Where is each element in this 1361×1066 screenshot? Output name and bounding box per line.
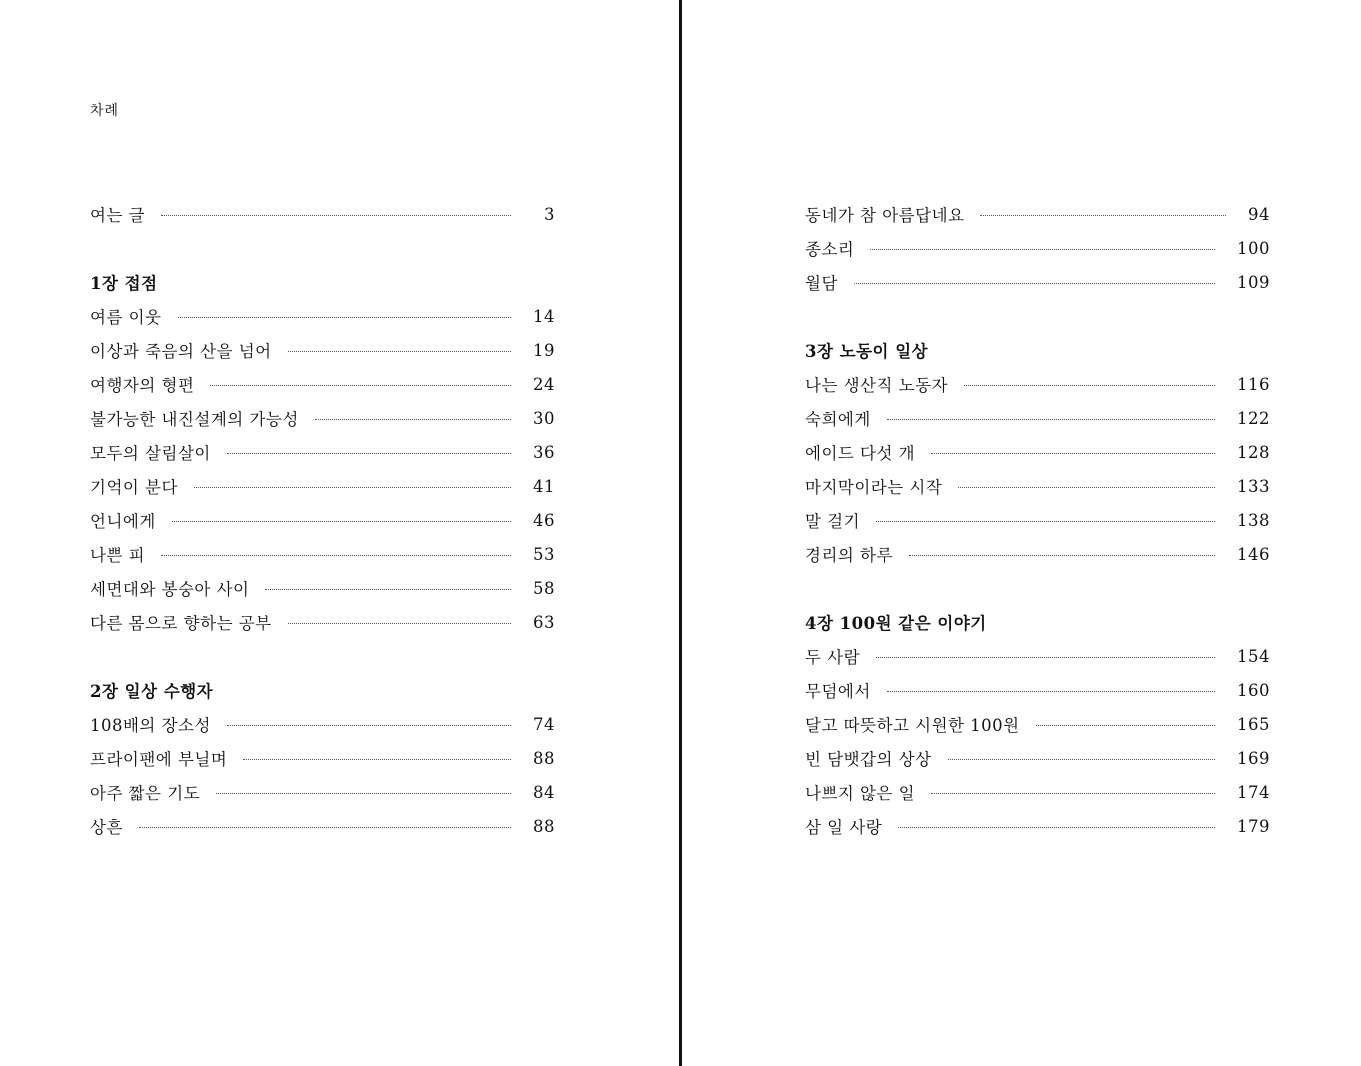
entry-title: 에이드 다섯 개 [805,444,916,463]
entry-title: 동네가 참 아름답네요 [805,206,965,225]
entry-title: 무덤에서 [805,682,871,701]
page-number: 179 [1237,816,1270,836]
entry-title: 여름 이웃 [90,308,162,327]
toc-entry[interactable] [805,639,1270,673]
toc-entry[interactable] [805,673,1270,707]
toc-entry[interactable] [90,503,555,537]
entry-title: 달고 따뜻하고 시원한 100원 [805,716,1020,735]
page-number: 24 [533,374,555,394]
entry-title: 프라이팬에 부닐며 [90,750,228,769]
entry-title: 나쁘지 않은 일 [805,784,916,803]
page-number: 53 [533,544,555,564]
entry-title: 언니에게 [90,512,156,531]
toc-entry[interactable] [805,537,1270,571]
dot-leader [898,827,1215,828]
dot-leader [243,759,511,760]
page-number: 146 [1237,544,1270,564]
entry-title: 종소리 [805,240,855,259]
page-number: 46 [533,510,555,530]
page-number: 138 [1237,510,1270,530]
page-number: 41 [533,476,555,496]
toc-entry[interactable] [90,571,555,605]
dot-leader [227,725,511,726]
entry-title: 기억이 분다 [90,478,178,497]
dot-leader [958,487,1215,488]
page-number: 174 [1237,782,1270,802]
chapter-2-continued-entries [805,197,1270,299]
entry-title: 이상과 죽음의 산을 넘어 [90,342,272,361]
toc-entry[interactable] [90,401,555,435]
dot-leader [931,793,1215,794]
chapter-4-entries [805,639,1270,843]
toc-entry[interactable] [805,707,1270,741]
dot-leader [876,657,1215,658]
entry-title: 상흔 [90,818,123,837]
page-number: 122 [1237,408,1270,428]
entry-title: 두 사람 [805,648,861,667]
dot-leader [210,385,511,386]
toc-entry[interactable] [805,231,1270,265]
page-number: 154 [1237,646,1270,666]
page-number: 133 [1237,476,1270,496]
entry-title: 불가능한 내진설계의 가능성 [90,410,299,429]
dot-leader [854,283,1215,284]
chapter-title: 3장 노동이 일상 [805,342,929,361]
entry-title: 나는 생산직 노동자 [805,376,949,395]
dot-leader [161,215,511,216]
toc-entry[interactable] [90,741,555,775]
toc-entry[interactable] [805,265,1270,299]
dot-leader [1036,725,1215,726]
dot-leader [227,453,511,454]
toc-entry[interactable] [805,197,1270,231]
page-number: 84 [533,782,555,802]
entry-title: 아주 짧은 기도 [90,784,201,803]
dot-leader [161,555,511,556]
toc-entry[interactable] [805,741,1270,775]
entry-title: 세면대와 봉숭아 사이 [90,580,250,599]
entry-title: 경리의 하루 [805,546,893,565]
entry-title: 108배의 장소성 [90,716,211,735]
chapter-heading-4[interactable] [805,605,1270,639]
toc-entry[interactable] [805,401,1270,435]
chapter-title: 4장 100원 같은 이야기 [805,614,987,633]
dot-leader [172,521,511,522]
page-number: 88 [533,748,555,768]
toc-left [90,197,555,843]
dot-leader [288,623,511,624]
section-gap [805,571,1270,605]
entry-title: 마지막이라는 시작 [805,478,943,497]
dot-leader [194,487,511,488]
page-number: 36 [533,442,555,462]
page-number: 165 [1237,714,1270,734]
toc-entry[interactable] [90,605,555,639]
page-number: 58 [533,578,555,598]
page-number: 30 [533,408,555,428]
toc-entry[interactable] [805,809,1270,843]
section-gap [805,299,1270,333]
entry-title: 여행자의 형편 [90,376,195,395]
dot-leader [876,521,1215,522]
dot-leader [178,317,511,318]
chapter-heading-1[interactable] [90,265,555,299]
page-number: 63 [533,612,555,632]
dot-leader [931,453,1215,454]
toc-entry[interactable] [90,537,555,571]
toc-entry[interactable] [90,707,555,741]
toc-entry[interactable] [805,435,1270,469]
dot-leader [980,215,1226,216]
toc-entry[interactable] [90,469,555,503]
entry-title: 월담 [805,274,838,293]
dot-leader [315,419,511,420]
toc-entry[interactable] [90,775,555,809]
chapter-heading-2[interactable] [90,673,555,707]
dot-leader [265,589,511,590]
entry-title: 다른 몸으로 향하는 공부 [90,614,272,633]
toc-entry[interactable] [90,435,555,469]
chapter-3-entries [805,367,1270,571]
page-number: 19 [533,340,555,360]
dot-leader [870,249,1215,250]
entry-title: 삼 일 사랑 [805,818,883,837]
entry-title: 모두의 살림살이 [90,444,211,463]
page-number: 109 [1237,272,1270,292]
page-number: 94 [1248,204,1270,224]
dot-leader [964,385,1215,386]
dot-leader [139,827,511,828]
chapter-title: 1장 접점 [90,274,158,293]
chapter-heading-3[interactable] [805,333,1270,367]
chapter-2-entries [90,707,555,843]
toc-right [805,197,1270,843]
section-gap [90,639,555,673]
entry-title: 여는 글 [90,206,146,225]
dot-leader [887,691,1215,692]
left-page [0,0,679,1066]
page-number: 100 [1237,238,1270,258]
entry-title: 빈 담뱃갑의 상상 [805,750,932,769]
toc-entry[interactable] [90,333,555,367]
dot-leader [948,759,1215,760]
toc-entry[interactable] [805,367,1270,401]
toc-heading: 차례 [90,103,120,119]
toc-entry[interactable] [805,469,1270,503]
toc-entry[interactable] [90,809,555,843]
chapter-1-entries [90,299,555,639]
dot-leader [909,555,1215,556]
page-number: 14 [533,306,555,326]
toc-entry-preface[interactable] [90,197,555,231]
toc-entry[interactable] [90,367,555,401]
page-number: 128 [1237,442,1270,462]
section-gap [90,231,555,265]
toc-entry[interactable] [805,503,1270,537]
page-number: 169 [1237,748,1270,768]
chapter-title: 2장 일상 수행자 [90,682,214,701]
page-number: 74 [533,714,555,734]
page-number: 88 [533,816,555,836]
right-page [682,0,1361,1066]
dot-leader [288,351,511,352]
dot-leader [216,793,511,794]
toc-entry[interactable] [90,299,555,333]
dot-leader [887,419,1215,420]
entry-title: 숙희에게 [805,410,871,429]
page-number: 116 [1237,374,1270,394]
page-number: 3 [544,204,555,224]
toc-entry[interactable] [805,775,1270,809]
page-number: 160 [1237,680,1270,700]
entry-title: 말 걸기 [805,512,861,531]
entry-title: 나쁜 피 [90,546,146,565]
